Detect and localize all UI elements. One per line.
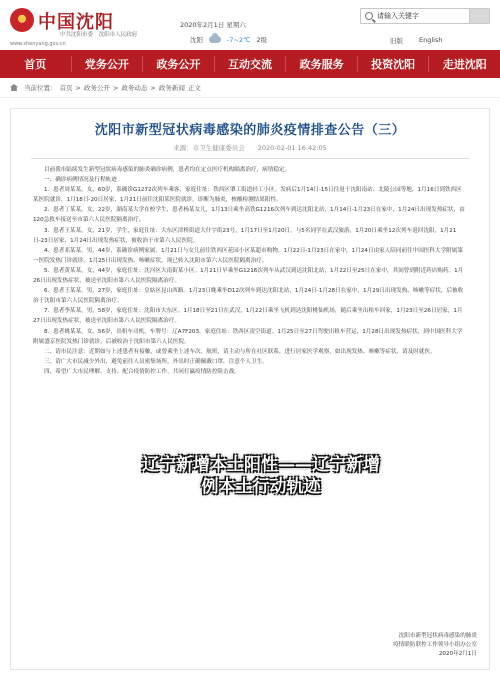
article-paragraph: 目前我市陆续发生新型冠状病毒感染的肺炎确诊病例，患者均在定点医疗机构隔离治疗，病情稳定。	[44, 167, 291, 173]
current-date: 2020年2月1日 星期六	[180, 21, 246, 29]
search-icon	[365, 12, 373, 20]
article-meta: 来源：市卫生健康委员会 2020-02-01 16:42:05	[31, 143, 469, 159]
article-paragraph: 5．患者黄某某，女，44岁，家庭住址：沈河区大南街某小区。1月21日早乘坐G1216次列车从武汉到达沈阳北站，1月22日至25日在家中，其间曾到附近药店购药。1月26日出现发热症状，被送至沈阳市第六人民医院隔离治疗。	[33, 267, 464, 285]
home-icon	[10, 84, 18, 91]
nav-item-invest[interactable]: 投资沈阳	[358, 56, 430, 72]
weather-wind: 2级	[256, 36, 268, 44]
nav-item-government-affairs[interactable]: 政务公开	[143, 56, 215, 72]
article-paragraph: 6．患者王某某，男，27岁，家庭住址：皇姑区昆山西路。1月23日晚乘坐D12次列车到达沈阳北站，1月24日-1月28日在家中，1月29日出现发热、咳嗽等症状，后被收治于沈阳市第六人民医院隔离治疗。	[33, 288, 464, 305]
nav-item-home[interactable]: 首页	[0, 56, 72, 72]
search-input[interactable]	[377, 12, 447, 20]
site-header	[0, 0, 500, 50]
sub-site-link[interactable]: 中共沈阳市委	[60, 32, 94, 38]
signature-date: 2020年2月1日	[438, 651, 477, 657]
article-paragraph: 一、确诊病例情况及行程轨迹	[44, 177, 117, 184]
weather-temp: -7~2℃	[227, 35, 251, 44]
site-url: www.shenyang.gov.cn	[10, 41, 66, 47]
article-panel	[10, 108, 490, 670]
search-box	[360, 8, 490, 24]
overlay-headline-line: 辽宁新增本土阳性——辽宁新增	[142, 455, 380, 475]
english-link[interactable]: English	[419, 36, 443, 44]
article-body	[11, 159, 489, 377]
city-emblem-icon[interactable]	[10, 8, 34, 32]
site-brand[interactable]: 中国沈阳	[38, 12, 114, 33]
breadcrumb-gov-dynamics[interactable]: 政务动态	[121, 84, 148, 92]
weather-city: 沈阳	[190, 36, 203, 44]
article-paragraph: 4．患者邓某某，男，44岁，系确诊病例家属，1月21日与女儿前往铁西区花园小区某超市购物，1月22日-1月23日在家中，1月24日由家人陪同前往中国医科大学附属第一医院发热门诊就诊，1月25日出现发热、咳嗽症状，现已转入沈阳市第六人民医院隔离治疗。	[33, 247, 463, 264]
nav-item-services[interactable]: 政务服务	[286, 56, 358, 72]
old-version-link[interactable]: 旧版	[390, 37, 403, 45]
breadcrumb-label: 当前位置：	[24, 84, 57, 92]
weather-widget	[190, 35, 267, 44]
article-paragraph: 8．患者姚某某，女，56岁，出租车司机，车牌号：辽A7F203。家庭住址：铁西区凌空街道。1月25日至27日驾驶出租车营运，1月28日出现发热症状，到中国医科大学附属盛京医院发热门诊就诊，后被收治于沈阳市第六人民医院。	[33, 328, 463, 345]
article-signature	[393, 632, 477, 659]
nav-item-interaction[interactable]: 互动交流	[215, 56, 287, 72]
main-nav	[0, 50, 500, 78]
sub-site-link[interactable]: 沈阳市人民政府	[98, 32, 138, 38]
overlay-headline-line: 例本土行动轨迹	[201, 477, 321, 497]
nav-item-party-affairs[interactable]: 党务公开	[72, 56, 144, 72]
breadcrumb-gov-news[interactable]: 政务新闻	[158, 84, 185, 92]
article-paragraph: 三、请广大市民减少外出，避免前往人员密集场所，外出时正确佩戴口罩，注意个人卫生。	[44, 358, 268, 365]
search-button[interactable]	[469, 9, 489, 23]
article-paragraph: 二、请市民注意：近期如与上述患者有接触，或曾乘坐上述车次、航班，请主动与所在社区联系，进行居家医学观察，如出现发热、咳嗽等症状，请及时就医。	[44, 348, 436, 355]
sub-site-list	[60, 30, 141, 38]
article-paragraph: 3．患者王某某，女，21岁，学生，家庭住址：大东区津桥街道大什字街23号，1月17日至1月20日，与5名同学在武汉旅游，1月20日乘坐12次列车返回沈阳，1月21日-23日居家，1月24日出现发热症状，被收治于市第六人民医院。	[33, 227, 457, 244]
top-links	[390, 36, 442, 45]
signature-line: 沈阳市新型冠状病毒感染的肺炎	[398, 633, 477, 639]
article-paragraph: 2．患者丁某某，女，22岁，湖南某大学在校学生，患者杨某女儿，1月13日乘坐高铁G1216次列车到达沈阳北站，1月14日-1月23日在家中，1月24日出现发热症状，由120急救车接送至市第六人民医院隔离治疗。	[33, 207, 465, 224]
article-title: 沈阳市新型冠状病毒感染的肺炎疫情排查公告（三）	[94, 123, 406, 138]
article-paragraph: 四、希望广大市民理解、支持、配合疫情防控工作，共同打赢疫情防控阻击战。	[44, 368, 240, 375]
cloud-icon	[209, 36, 221, 43]
overlay-headline	[81, 454, 441, 498]
breadcrumb-gov-affairs[interactable]: 政务公开	[83, 84, 110, 92]
article-paragraph: 7．患者李某某，男，58岁，家庭住址：沈阳市大东区。1月18日至21日在武汉，1月22日乘坐飞机到达沈阳桃仙机场，随后乘坐出租车回家，1月23日至26日居家，1月27日出现发热症状，被送至沈阳市第六人民医院隔离治疗。	[33, 308, 463, 325]
breadcrumb-home[interactable]: 首页	[59, 84, 73, 92]
nav-item-about-city[interactable]: 走进沈阳	[442, 58, 487, 71]
breadcrumb-current: 正文	[187, 84, 201, 92]
signature-line: 疫情联防联控工作领导小组办公室	[393, 642, 477, 648]
breadcrumb: 当前位置： 首页 > 政务公开 > 政务动态 > 政务新闻 正文	[0, 78, 500, 98]
article-paragraph: 1．患者周某某，女，60岁，系确诊G1272次列车乘客，家庭住址：铁西区肇工街道轻工小区。发病后1月14日-15日往返于沈阳南站、北陵公园等地，1月16日到铁西区某医院就诊，1月18日-20日居家，1月21日前往沈阳某医院就诊。诊断为肺炎，核酸检测结果阳性。	[33, 187, 462, 204]
